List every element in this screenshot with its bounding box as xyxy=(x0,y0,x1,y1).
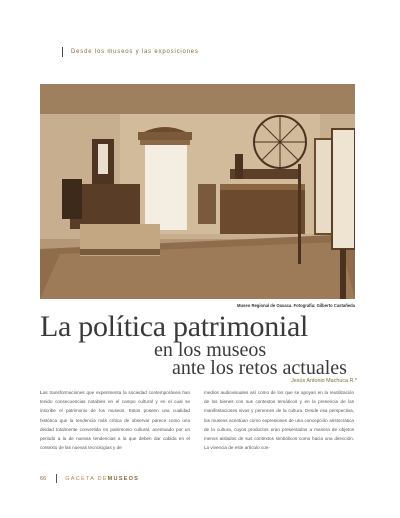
article-title-line2: en los museos xyxy=(154,339,267,361)
article-title-line3: ante los retos actuales xyxy=(172,357,347,379)
section-title: Desde los museos y las exposiciones xyxy=(71,49,199,55)
drop-cap: L xyxy=(40,390,43,395)
body-column-right xyxy=(204,388,354,452)
header-divider xyxy=(62,47,63,57)
running-header xyxy=(62,47,199,57)
photo-caption: Museo Regional de Oaxaca. Fotografía: Gilberto Castañeda xyxy=(237,303,355,308)
article-author: Jesús Antonio Machuca R.* xyxy=(291,378,357,384)
magazine-name-prefix: GACETA DE xyxy=(65,475,108,482)
body-text-col2: medios audiovisuales así como de los que se apoyan en la reutilización de los bienes con sus contextos temáticos y en la presencia de las manifestaciones vivas y perennes de la cultura. Desde esa perspectiva, los museos acentúan como expresiones de una concepción aristocrática de la cultura, cuyos productos eran presentados a manera de objetos menos aislados de sus contextos simbólicos como hacia una dirección. La vivencia de este artículo con- xyxy=(204,390,354,451)
body-text-col1: as transformaciones que experimenta la sociedad contemporánea han tenido consecuencias notables en el campo cultural y en el cual se inscribe el patrimonio de los museos. Estos poseen una cualidad histórica que la tendencia más crítica de observar parece como una deidad totalmente convertida en patrimonio cultural, acentuado por un periodo a la de nuevas tendencias a la que deben dar cabida en el contexto de las nuevas tecnologías y de xyxy=(40,390,190,451)
page-footer xyxy=(40,474,139,483)
article-title-line1: La política patrimonial xyxy=(40,310,309,343)
magazine-name-suffix: MUSEOS xyxy=(107,475,140,482)
page-number: 66 xyxy=(40,475,47,482)
body-column-left xyxy=(40,388,190,452)
museum-photo xyxy=(40,84,355,299)
footer-divider xyxy=(56,474,57,483)
